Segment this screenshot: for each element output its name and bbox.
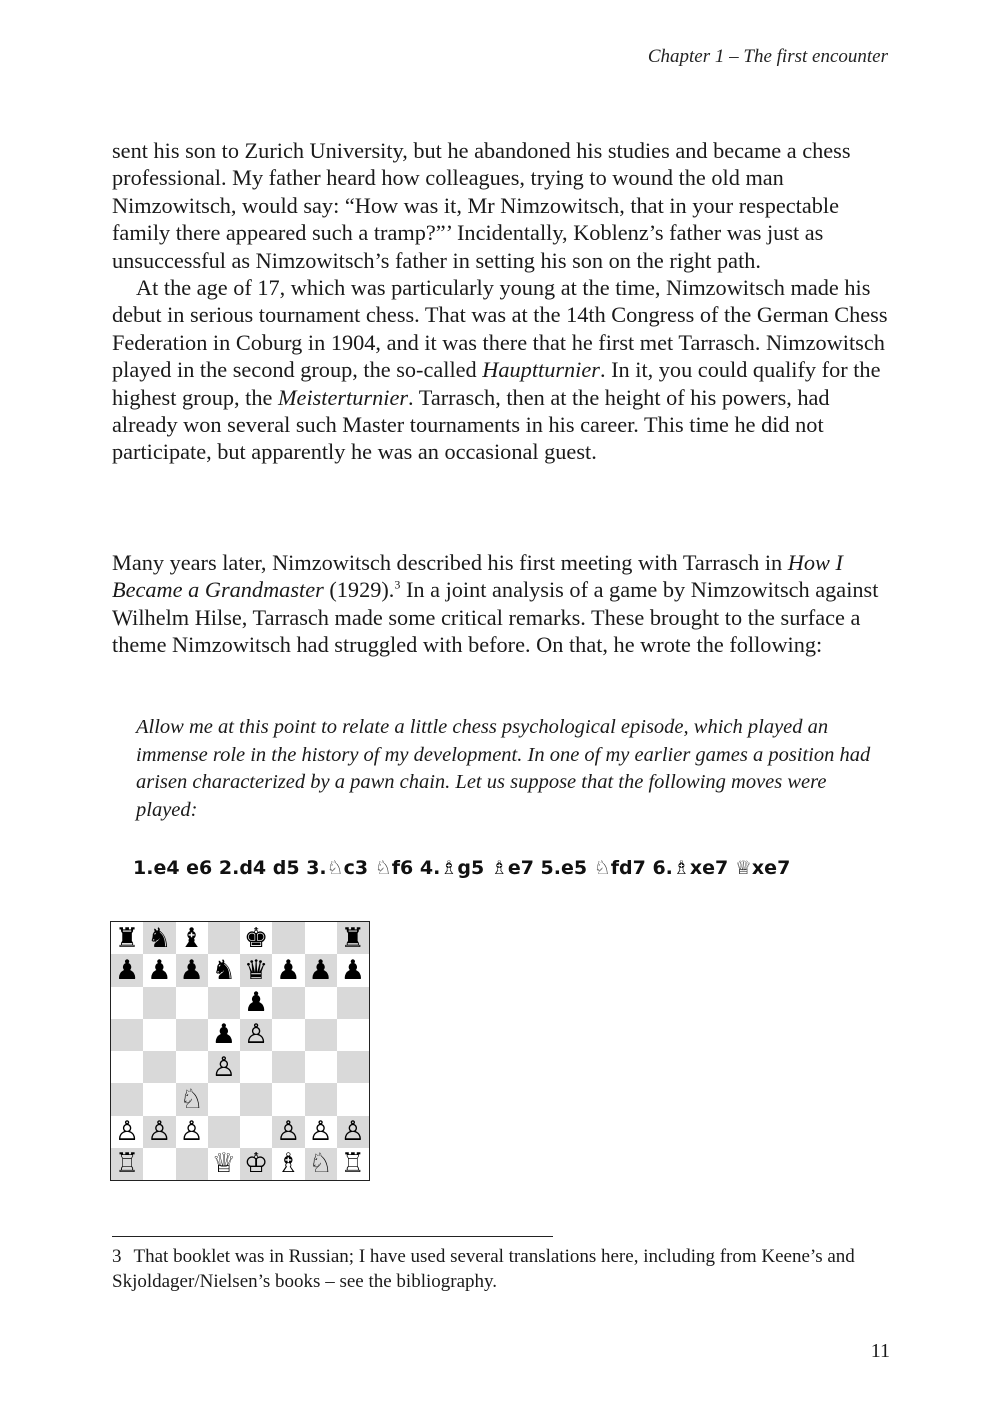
board-square	[176, 1116, 208, 1148]
board-square	[176, 1051, 208, 1083]
board-square	[272, 1019, 304, 1051]
text-run: (1929).	[323, 577, 395, 603]
text-run: Many years later, Nimzowitsch described his first meeting with Tarrasch in	[112, 550, 788, 575]
page-number: 11	[870, 1340, 890, 1362]
chess-piece: ♛	[244, 954, 269, 986]
chess-piece: ♞	[147, 922, 172, 954]
board-square	[143, 987, 175, 1019]
board-square	[305, 1148, 337, 1180]
board-square	[111, 922, 143, 954]
running-head: Chapter 1 – The first encounter	[647, 46, 888, 67]
chess-piece: ♔	[244, 1148, 269, 1180]
board-square	[337, 1051, 369, 1083]
board-square	[111, 1116, 143, 1148]
chess-piece: ♟	[276, 954, 301, 986]
board-square	[240, 922, 272, 954]
board-square	[111, 1148, 143, 1180]
board-square	[272, 1148, 304, 1180]
board-square	[176, 1148, 208, 1180]
board-square	[305, 1083, 337, 1115]
board-square	[208, 1148, 240, 1180]
board-square	[176, 987, 208, 1019]
chess-piece: ♖	[115, 1148, 140, 1180]
chess-piece: ♖	[340, 1148, 365, 1180]
board-square	[337, 1019, 369, 1051]
board-square	[240, 1083, 272, 1115]
board-square	[143, 1051, 175, 1083]
board-square	[176, 1019, 208, 1051]
chess-piece: ♘	[308, 1148, 333, 1180]
paragraph: sent his son to Zurich University, but he abandoned his studies and became a chess professional. My father heard how colleagues, trying to wound the old man Nimzowitsch, would say: “How was it, Mr Nimzowitsch, that in your respectable family there appeared such a tramp?”’ Incidentally, Koblenz’s father was just as unsuccessful as Nimzowitsch’s father in setting his son on the right path.	[112, 138, 851, 273]
board-square	[337, 922, 369, 954]
board-square	[143, 1148, 175, 1180]
chess-piece: ♟	[179, 954, 204, 986]
chess-piece: ♕	[211, 1148, 236, 1180]
board-square	[208, 1116, 240, 1148]
body-text-block	[112, 549, 888, 659]
board-square	[240, 1051, 272, 1083]
text-run: At the age of 17, which was particularly young at the time, Nimzowitsch made his debut in serious tournament chess. That was at the 14th Congress of the German Chess Federation in Coburg in 1904, and it was there that he first met Tarrasch. Nimzowitsch played in the second group, the so-called	[112, 275, 888, 383]
board-square	[272, 1116, 304, 1148]
chess-piece: ♜	[340, 922, 365, 954]
board-square	[143, 954, 175, 986]
board-square	[176, 922, 208, 954]
board-square	[305, 1116, 337, 1148]
chess-piece: ♟	[147, 954, 172, 986]
board-square	[208, 1051, 240, 1083]
board-square	[143, 1019, 175, 1051]
board-square	[111, 987, 143, 1019]
board-square	[305, 954, 337, 986]
chess-piece: ♙	[244, 1019, 269, 1051]
chess-piece: ♙	[115, 1116, 140, 1148]
chess-piece: ♙	[147, 1116, 172, 1148]
board-square	[337, 1116, 369, 1148]
board-square	[240, 1148, 272, 1180]
footnote-text: That booklet was in Russian; I have used several translations here, including from Keene’s and Skjoldager/Nielsen’s books – see the bibliography.	[112, 1246, 855, 1292]
paragraph	[112, 549, 888, 659]
chess-diagram	[110, 921, 370, 1181]
board-square	[111, 954, 143, 986]
chess-piece: ♟	[115, 954, 140, 986]
emphasis: Meisterturnier	[277, 384, 409, 410]
chess-piece: ♙	[179, 1116, 204, 1148]
move-list: 1.e4 e6 2.d4 d5 3.♘c3 ♘f6 4.♗g5 ♗e7 5.e5 ♘fd7 6.♗xe7 ♕xe7	[133, 857, 791, 879]
footnote-ref[interactable]: 3	[394, 577, 401, 592]
board-square	[272, 1083, 304, 1115]
footnote-rule	[112, 1236, 553, 1237]
chess-piece: ♟	[308, 954, 333, 986]
board-square	[208, 922, 240, 954]
book-title: How I Became a Grandmaster	[112, 550, 843, 603]
board-square	[305, 1019, 337, 1051]
board-square	[272, 954, 304, 986]
chess-piece: ♙	[276, 1116, 301, 1148]
board-square	[143, 1083, 175, 1115]
chess-piece: ♜	[115, 922, 140, 954]
chess-piece: ♗	[276, 1148, 301, 1180]
board-square	[305, 987, 337, 1019]
chess-piece: ♙	[340, 1116, 365, 1148]
footnote	[112, 1244, 888, 1294]
chess-piece: ♟	[211, 1019, 236, 1051]
board-square	[111, 1083, 143, 1115]
board-square	[111, 1051, 143, 1083]
board-square	[272, 922, 304, 954]
board-square	[337, 987, 369, 1019]
board-square	[143, 1116, 175, 1148]
emphasis: Hauptturnier	[482, 357, 600, 383]
board-square	[208, 987, 240, 1019]
board-square	[111, 1019, 143, 1051]
board-square	[240, 1019, 272, 1051]
block-quote: Allow me at this point to relate a little chess psychological episode, which played an immense role in the history of my development. In one of my earlier games a position had arisen characterized by a pawn chain. Let us suppose that the following moves were played:	[136, 716, 871, 821]
board-square	[240, 1116, 272, 1148]
board-square	[208, 954, 240, 986]
board-square	[240, 987, 272, 1019]
board-square	[208, 1083, 240, 1115]
chess-piece: ♞	[211, 954, 236, 986]
board-square	[272, 1051, 304, 1083]
board-square	[176, 1083, 208, 1115]
chess-piece: ♚	[244, 922, 269, 954]
board-square	[176, 954, 208, 986]
board-square	[305, 1051, 337, 1083]
paragraph	[112, 274, 888, 466]
chess-piece: ♙	[211, 1051, 236, 1083]
chess-piece: ♟	[340, 954, 365, 986]
board-square	[272, 987, 304, 1019]
text-run: In a joint analysis of a game by Nimzowitsch against Wilhelm Hilse, Tarrasch made some critical remarks. These brought to the surface a theme Nimzowitsch had struggled with before. On that, he wrote the following:	[112, 577, 879, 658]
board-square	[337, 1083, 369, 1115]
body-text-block	[112, 137, 888, 466]
board-square	[240, 954, 272, 986]
board-square	[208, 1019, 240, 1051]
board-square	[337, 1148, 369, 1180]
footnote-number: 3	[112, 1246, 122, 1267]
board-square	[337, 954, 369, 986]
board-square	[143, 922, 175, 954]
chess-piece: ♟	[244, 987, 269, 1019]
text-run: . In it, you could qualify for the highest group, the	[112, 357, 881, 410]
board-square	[305, 922, 337, 954]
chess-piece: ♙	[308, 1116, 333, 1148]
chess-piece: ♝	[179, 922, 204, 954]
chess-piece: ♘	[179, 1083, 204, 1115]
text-run: . Tarrasch, then at the height of his powers, had already won several such Master tournaments in his career. This time he did not participate, but apparently he was an occasional guest.	[112, 384, 830, 465]
